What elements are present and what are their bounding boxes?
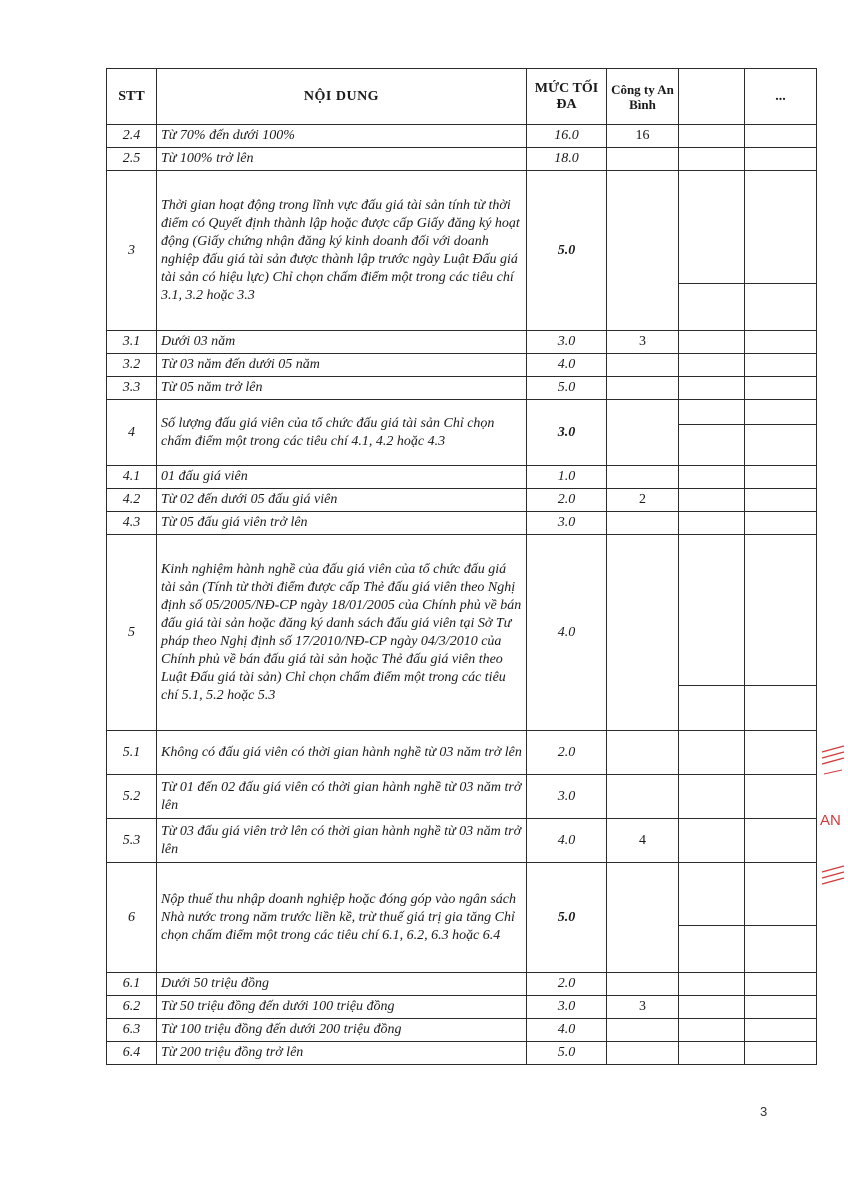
table-row [107,171,817,331]
row-stt: 5.1 [107,731,157,775]
row-max: 4.0 [527,819,607,863]
row-max: 3.0 [527,400,607,466]
row-content: Từ 70% đến dưới 100% [157,125,527,148]
row-stt: 4.3 [107,512,157,535]
row-empty-cell [679,819,745,863]
row-score: 4 [607,819,679,863]
row-max: 3.0 [527,775,607,819]
row-empty-cell [745,125,817,148]
stamp-text: AN [820,812,841,829]
row-empty-cell [745,1019,817,1042]
row-empty-cell [745,1042,817,1065]
table-row [107,466,817,489]
row-empty-cell [679,512,745,535]
row-max: 2.0 [527,731,607,775]
row-stt: 5.2 [107,775,157,819]
row-stt: 6.4 [107,1042,157,1065]
row-stt: 6.3 [107,1019,157,1042]
row-score [607,512,679,535]
row-stt: 4.2 [107,489,157,512]
table-row [107,973,817,996]
row-empty-cell [745,731,817,775]
row-empty-cell [679,354,745,377]
row-empty-cell [745,148,817,171]
row-empty-cell [745,775,817,819]
row-content: Dưới 50 triệu đồng [157,973,527,996]
table-row [107,1042,817,1065]
row-empty-cell [745,466,817,489]
row-split-cell [679,863,745,973]
row-score: 3 [607,331,679,354]
row-score [607,1042,679,1065]
row-stt: 6.1 [107,973,157,996]
row-content: Từ 03 năm đến dưới 05 năm [157,354,527,377]
scoring-table-container [106,68,816,1065]
row-content: Từ 03 đấu giá viên trở lên có thời gian hành nghề từ 03 năm trở lên [157,819,527,863]
header-col5 [679,69,745,125]
row-content: 01 đấu giá viên [157,466,527,489]
row-score [607,354,679,377]
row-empty-cell [679,996,745,1019]
table-row [107,1019,817,1042]
row-max: 4.0 [527,535,607,731]
row-stt: 6.2 [107,996,157,1019]
row-stt: 4 [107,400,157,466]
row-max: 2.0 [527,973,607,996]
header-max: MỨC TỐI ĐA [527,69,607,125]
table-row [107,400,817,466]
scoring-table [106,68,817,1065]
table-row [107,512,817,535]
row-score [607,400,679,466]
row-content: Từ 05 đấu giá viên trở lên [157,512,527,535]
row-empty-cell [745,819,817,863]
row-stt: 6 [107,863,157,973]
row-empty-cell [679,489,745,512]
row-max: 5.0 [527,863,607,973]
row-stt: 5 [107,535,157,731]
row-score: 2 [607,489,679,512]
row-content: Từ 100 triệu đồng đến dưới 200 triệu đồng [157,1019,527,1042]
row-split-cell [745,400,817,466]
row-stt: 3.2 [107,354,157,377]
row-score [607,148,679,171]
row-empty-cell [679,148,745,171]
row-max: 4.0 [527,354,607,377]
row-max: 4.0 [527,1019,607,1042]
table-row [107,535,817,731]
table-row [107,377,817,400]
row-empty-cell [679,973,745,996]
row-content: Kinh nghiệm hành nghề của đấu giá viên của tổ chức đấu giá tài sản (Tính từ thời điểm được cấp Thẻ đấu giá viên theo Nghị định số 05/2005/NĐ-CP ngày 18/01/2005 của Chính phủ về bán đấu giá tài sản hoặc đăng ký danh sách đấu giá viên tại Sở Tư pháp theo Nghị định số 17/2010/NĐ-CP ngày 04/3/2010 của Chính phủ về bán đấu giá tài sản hoặc Thẻ đấu giá viên theo Luật Đấu giá tài sản) Chỉ chọn chấm điểm một trong các tiêu chí 5.1, 5.2 hoặc 5.3 [157,535,527,731]
row-max: 5.0 [527,171,607,331]
table-row [107,489,817,512]
row-score [607,731,679,775]
row-empty-cell [745,377,817,400]
table-row [107,331,817,354]
row-stt: 2.4 [107,125,157,148]
row-empty-cell [679,331,745,354]
row-score: 3 [607,996,679,1019]
row-stt: 3 [107,171,157,331]
header-more: ... [745,69,817,125]
row-split-cell [679,535,745,731]
table-row [107,148,817,171]
row-empty-cell [745,512,817,535]
table-row [107,996,817,1019]
header-content: NỘI DUNG [157,69,527,125]
row-empty-cell [745,489,817,512]
table-row [107,863,817,973]
row-score [607,973,679,996]
row-content: Từ 05 năm trở lên [157,377,527,400]
table-row [107,775,817,819]
row-empty-cell [745,973,817,996]
row-score [607,171,679,331]
row-split-cell [745,171,817,331]
row-content: Số lượng đấu giá viên của tổ chức đấu giá tài sản Chỉ chọn chấm điểm một trong các tiêu chí 4.1, 4.2 hoặc 4.3 [157,400,527,466]
row-content: Thời gian hoạt động trong lĩnh vực đấu giá tài sản tính từ thời điểm có Quyết định thành lập hoặc được cấp Giấy đăng ký hoạt động (Giấy chứng nhận đăng ký kinh doanh đối với doanh nghiệp đấu giá tài sản được thành lập trước ngày Luật Đấu giá tài sản có hiệu lực) Chỉ chọn chấm điểm một trong các tiêu chí 3.1, 3.2 hoặc 3.3 [157,171,527,331]
row-empty-cell [745,354,817,377]
header-company: Công ty An Bình [607,69,679,125]
row-empty-cell [679,466,745,489]
row-content: Dưới 03 năm [157,331,527,354]
row-content: Từ 50 triệu đồng đến dưới 100 triệu đồng [157,996,527,1019]
row-max: 5.0 [527,377,607,400]
row-empty-cell [679,377,745,400]
row-split-cell [745,535,817,731]
row-max: 3.0 [527,512,607,535]
row-split-cell [679,400,745,466]
row-split-cell [679,171,745,331]
table-row [107,354,817,377]
row-stt: 3.3 [107,377,157,400]
row-max: 2.0 [527,489,607,512]
row-stt: 2.5 [107,148,157,171]
row-score [607,775,679,819]
row-content: Từ 100% trở lên [157,148,527,171]
stamp-marks [818,744,848,904]
row-content: Từ 02 đến dưới 05 đấu giá viên [157,489,527,512]
row-empty-cell [679,731,745,775]
table-row [107,125,817,148]
row-max: 1.0 [527,466,607,489]
row-content: Không có đấu giá viên có thời gian hành nghề từ 03 năm trở lên [157,731,527,775]
row-score [607,863,679,973]
table-row [107,731,817,775]
row-empty-cell [679,1042,745,1065]
table-row [107,819,817,863]
row-score [607,535,679,731]
row-max: 16.0 [527,125,607,148]
page-number: 3 [760,1104,768,1119]
row-content: Từ 200 triệu đồng trở lên [157,1042,527,1065]
row-score [607,377,679,400]
row-split-cell [745,863,817,973]
row-max: 5.0 [527,1042,607,1065]
row-score [607,1019,679,1042]
row-content: Nộp thuế thu nhập doanh nghiệp hoặc đóng góp vào ngân sách Nhà nước trong năm trước liền kề, trừ thuế giá trị gia tăng Chỉ chọn chấm điểm một trong các tiêu chí 6.1, 6.2, 6.3 hoặc 6.4 [157,863,527,973]
row-max: 18.0 [527,148,607,171]
header-row [107,69,817,125]
row-max: 3.0 [527,996,607,1019]
row-content: Từ 01 đến 02 đấu giá viên có thời gian hành nghề từ 03 năm trở lên [157,775,527,819]
row-stt: 4.1 [107,466,157,489]
row-stt: 3.1 [107,331,157,354]
row-empty-cell [745,996,817,1019]
row-empty-cell [679,775,745,819]
row-stt: 5.3 [107,819,157,863]
row-empty-cell [745,331,817,354]
row-max: 3.0 [527,331,607,354]
row-score [607,466,679,489]
row-empty-cell [679,1019,745,1042]
row-score: 16 [607,125,679,148]
header-stt: STT [107,69,157,125]
row-empty-cell [679,125,745,148]
